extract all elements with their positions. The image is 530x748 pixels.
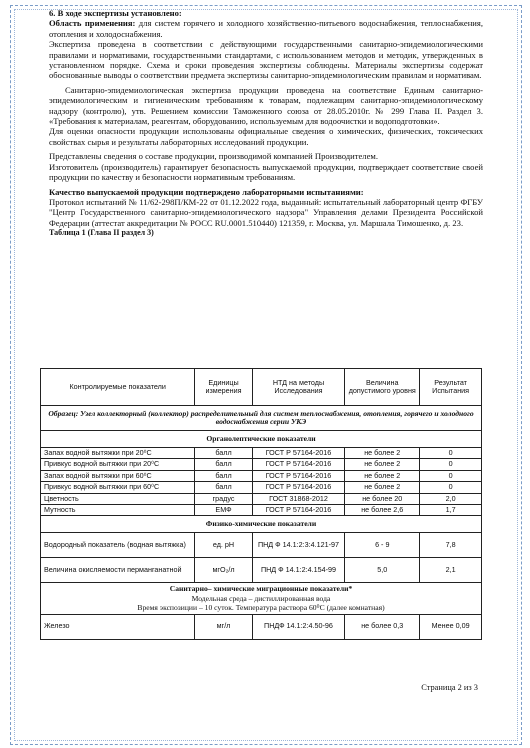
paragraph-manufacturer: Изготовитель (производитель) гарантирует безопасность выпускаемой продукции, подтверждает соответствие своей продукции по качеству и безопасности нормативным требованиям. bbox=[49, 161, 483, 183]
cell-result: 2,0 bbox=[420, 493, 482, 504]
cell-limit: 6 - 9 bbox=[345, 533, 420, 558]
page-number: Страница 2 из 3 bbox=[421, 683, 478, 692]
table-row bbox=[41, 505, 482, 516]
cell-unit: мгО₂/л bbox=[195, 558, 252, 583]
cell-result: 2,1 bbox=[420, 558, 482, 583]
cell-unit: градус bbox=[195, 493, 252, 504]
header-unit: Единицы измерения bbox=[195, 369, 252, 406]
paragraph-compliance: Санитарно-эпидемиологическая экспертиза продукции проведена на соответствие Единым санитарно-эпидемиологическим и гигиеническим требованиям к товарам, подлежащим санитарно-эпидемиологическому надзору (контролю), утв. Решением комиссии Таможенного союза от 28.05.2010г. № 299 Глава II. Раздел 3. «Требования к материалам, реагентам, оборудованию, используемым для водоочистки и водоподготовки». bbox=[49, 84, 483, 127]
migration-block bbox=[41, 583, 482, 614]
physchem-title: Физико-химические показатели bbox=[41, 516, 482, 533]
organoleptic-title: Органолептические показатели bbox=[41, 431, 482, 448]
cell-ntd: ГОСТ Р 57164-2016 bbox=[252, 448, 345, 459]
cell-limit: не более 0,3 bbox=[345, 614, 420, 639]
cell-result: Менее 0,09 bbox=[420, 614, 482, 639]
cell-result: 1,7 bbox=[420, 505, 482, 516]
cell-limit: не более 2 bbox=[345, 470, 420, 481]
area-text: для систем горячего и холодного хозяйственно-питьевого водоснабжения, теплоснабжения, отопления и холодоснабжения. bbox=[49, 18, 483, 39]
cell-unit: мг/л bbox=[195, 614, 252, 639]
migration-line1: Модельная среда – дистиллированная вода bbox=[191, 593, 331, 603]
table-row bbox=[41, 493, 482, 504]
cell-ntd: ГОСТ 31868-2012 bbox=[252, 493, 345, 504]
cell-limit: не более 20 bbox=[345, 493, 420, 504]
cell-ntd: ГОСТ Р 57164-2016 bbox=[252, 459, 345, 470]
results-table bbox=[40, 368, 482, 640]
cell-name: Величина окисляемости перманганатной bbox=[41, 558, 195, 583]
table-row bbox=[41, 470, 482, 481]
sample-row: Образец: Узел коллекторный (коллектор) распределительный для систем теплоснабжения, отопления, горячего и холодного водоснабжения серии УКЭ bbox=[41, 406, 482, 431]
cell-limit: 5,0 bbox=[345, 558, 420, 583]
cell-unit: балл bbox=[195, 459, 252, 470]
paragraph-expertise: Экспертиза проведена в соответствии с действующими государственными санитарно-эпидемиологическими правилами и нормативами, государственными стандартами, с использованием методов и методик, утвержденных в установленном порядке. Схема и сроки проведения экспертизы соблюдены. Материалы экспертизы содержат обоснованные выводы о соответствии предмета экспертизы санитарно-эпидемиологическим правилам и нормативам. bbox=[49, 39, 483, 81]
cell-limit: не более 2,6 bbox=[345, 505, 420, 516]
cell-name: Цветность bbox=[41, 493, 195, 504]
cell-ntd: ГОСТ Р 57164-2016 bbox=[252, 470, 345, 481]
area-label: Область применения: bbox=[49, 18, 136, 29]
cell-limit: не более 2 bbox=[345, 448, 420, 459]
header-result: Результат Испытания bbox=[420, 369, 482, 406]
cell-result: 7,8 bbox=[420, 533, 482, 558]
cell-name: Железо bbox=[41, 614, 195, 639]
quality-title: Качество выпускаемой продукции подтверждено лабораторными испытаниями: bbox=[49, 186, 364, 197]
cell-ntd: ПНД Ф 14.1:2:3:4.121-97 bbox=[252, 533, 345, 558]
table-caption: Таблица 1 (Глава II раздел 3) bbox=[49, 228, 154, 238]
cell-ntd: ПНДФ 14.1:2:4.50-96 bbox=[252, 614, 345, 639]
table-row bbox=[41, 448, 482, 459]
cell-name: Мутность bbox=[41, 505, 195, 516]
table-row bbox=[41, 533, 482, 558]
cell-unit: ЕМФ bbox=[195, 505, 252, 516]
table-row bbox=[41, 614, 482, 639]
cell-limit: не более 2 bbox=[345, 459, 420, 470]
cell-ntd: ГОСТ Р 57164-2016 bbox=[252, 482, 345, 493]
area-paragraph bbox=[49, 18, 483, 39]
cell-name: Водородный показатель (водная вытяжка) bbox=[41, 533, 195, 558]
cell-result: 0 bbox=[420, 482, 482, 493]
paragraph-hazard: Для оценки опасности продукции использованы официальные сведения о химических, физических, токсических свойствах сырья и результаты лабораторных исследований продукции. bbox=[49, 126, 483, 147]
cell-name: Запах водной вытяжки при 60⁰С bbox=[41, 470, 195, 481]
cell-limit: не более 2 bbox=[345, 482, 420, 493]
cell-result: 0 bbox=[420, 448, 482, 459]
table-row bbox=[41, 459, 482, 470]
table-header bbox=[41, 369, 482, 406]
table-row bbox=[41, 482, 482, 493]
header-indicator: Контролируемые показатели bbox=[41, 369, 195, 406]
migration-line2: Время экспозиции – 10 суток. Температура раствора 60⁰С (далее комнатная) bbox=[137, 603, 385, 613]
cell-result: 0 bbox=[420, 459, 482, 470]
protocol-paragraph: Протокол испытаний № 11/62-298П/КМ-22 от 01.12.2022 года, выданный: испытательный лабораторный центр ФГБУ "Центр Государственного санитарно-эпидемиологического надзора" Управления делами Президента Российской Федерации (аттестат аккредитации № РОСС RU.0001.510440) 121359, г. Москва, ул. Маршала Тимошенко, д. 23. bbox=[49, 196, 483, 228]
cell-unit: балл bbox=[195, 448, 252, 459]
cell-unit: балл bbox=[195, 482, 252, 493]
cell-name: Запах водной вытяжки при 20⁰С bbox=[41, 448, 195, 459]
header-limit: Величина допустимого уровня bbox=[345, 369, 420, 406]
cell-result: 0 bbox=[420, 470, 482, 481]
cell-ntd: ГОСТ Р 57164-2016 bbox=[252, 505, 345, 516]
cell-unit: балл bbox=[195, 470, 252, 481]
document-body bbox=[49, 8, 483, 239]
header-ntd: НТД на методы Исследования bbox=[252, 369, 345, 406]
cell-ntd: ПНД Ф 14.1:2:4.154-99 bbox=[252, 558, 345, 583]
cell-unit: ед. рН bbox=[195, 533, 252, 558]
migration-title: Санитарно– химические миграционные показатели* bbox=[169, 584, 353, 594]
table-row bbox=[41, 558, 482, 583]
cell-name: Привкус водной вытяжки при 20⁰С bbox=[41, 459, 195, 470]
paragraph-composition: Представлены сведения о составе продукции, производимой компанией Производителем. bbox=[49, 151, 378, 162]
cell-name: Привкус водной вытяжки при 60⁰С bbox=[41, 482, 195, 493]
section-title: 6. В ходе экспертизы установлено: bbox=[49, 8, 182, 18]
